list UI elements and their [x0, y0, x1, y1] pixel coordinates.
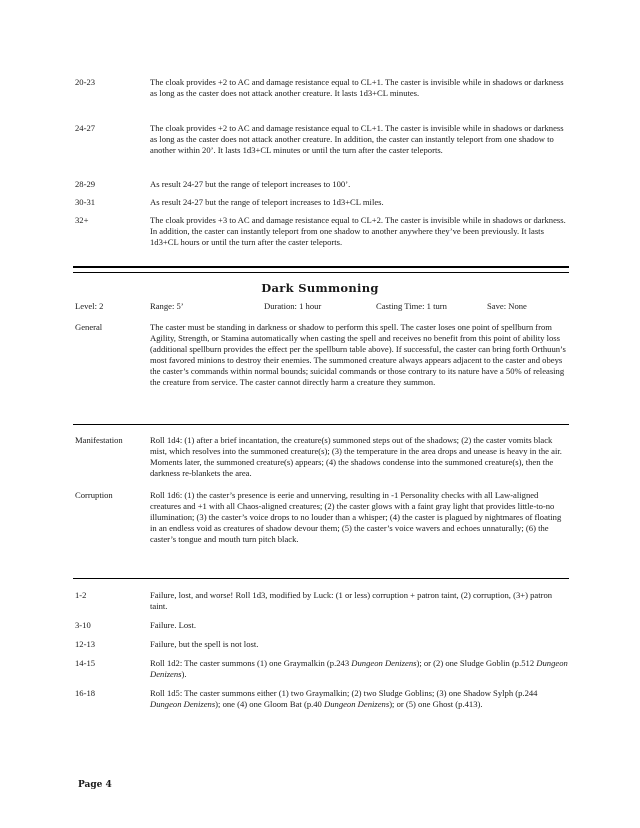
roll-result-text: Failure. Lost.	[150, 620, 197, 630]
spell-title: Dark Summoning	[261, 281, 379, 295]
result-text-part: Roll 1d5: The caster summons either (1) two Graymalkin; (2) two Sludge Goblins; (3) one Shadow Sylph (p.244	[150, 688, 538, 698]
roll-result-text: Failure, but the spell is not lost.	[150, 639, 259, 649]
manifestation-text: Roll 1d4: (1) after a brief incantation, the creature(s) summoned steps out of the shadows; (2) the caster vomits black mist, which resolves into the summoned creature(s); (3) the temperature in the area drops and unease is heavy in the air. Moments later, the summoned creature(s) appears; (4) the shadows condense into the summoned creature(s), then the darkness re-blankets the area.	[150, 435, 562, 478]
roll-range: 3-10	[75, 620, 91, 630]
roll-result-text: Failure, lost, and worse! Roll 1d3, modified by Luck: (1 or less) corruption + patron taint, (2) corruption, (3+) patron taint.	[150, 590, 553, 611]
roll-result-text: The cloak provides +2 to AC and damage resistance equal to CL+1. The caster is invisible while in shadows or darkness as long as the caster does not attack another creature. It lasts 1d3+CL minutes.	[150, 77, 564, 98]
general-label: General	[75, 322, 103, 332]
roll-range: 12-13	[75, 639, 96, 649]
roll-result-text: As result 24-27 but the range of teleport increases to 1d3+CL miles.	[150, 197, 384, 207]
spell-level: Level: 2	[75, 301, 104, 311]
roll-result-text: The cloak provides +2 to AC and damage resistance equal to CL+1. The caster is invisible while in shadows or darkness as long as the caster does not attack another creature. In addition, the caster can instantly teleport from one shadow to another within 20’. It lasts 1d3+CL minutes or until the turn after the caster teleports.	[150, 123, 564, 155]
page-number: 4	[105, 780, 112, 790]
roll-range: 30-31	[75, 197, 96, 207]
roll-result-text	[150, 688, 570, 710]
corruption-text: Roll 1d6: (1) the caster’s presence is eerie and unnerving, resulting in -1 Personality checks with all Law-aligned creatures and +1 with all Chaos-aligned creatures; (2) the caster glows with a faint gray light that provides little-to-no illumination; (3) the caster’s voice drops to no louder than a whisper; (4) the caster is plagued by nightmares of floating in an endless void as creatures of shadow devour them; (5) the caster’s voice wavers and echoes unnaturally; (6) the caster’s tongue and mouth turn pitch black.	[150, 490, 562, 544]
page-footer	[78, 780, 112, 790]
roll-range: 1-2	[75, 590, 87, 600]
roll-result-text	[150, 658, 570, 680]
section-divider	[73, 266, 569, 273]
roll-range: 24-27	[75, 123, 96, 133]
spell-range: Range: 5’	[150, 301, 184, 311]
book-reference: Dungeon Denizens	[150, 699, 216, 709]
result-text-part: ); one (4) one Gloom Bat (p.40	[215, 699, 325, 709]
result-text-part: ); or (2) one Sludge Goblin (p.512	[416, 658, 537, 668]
spell-casting-time: Casting Time: 1 turn	[376, 301, 447, 311]
general-text: The caster must be standing in darkness or shadow to perform this spell. The caster loses one point of spellburn from Agility, Strength, or Stamina automatically when casting the spell and receives no benefit from this point of ability loss (additional spellburn provides the effect per the spellburn table above). If successful, the caster can bring forth Orthuun’s most favored minions to destroy their enemies. The summoned creature always appears adjacent to the caster and obeys the caster’s commands within normal bounds; suicidal commands or those contrary to its nature have a 50% of releasing the creature from service. The caster cannot directly harm a creature they summon.	[150, 322, 566, 387]
roll-range: 28-29	[75, 179, 96, 189]
book-reference: Dungeon Denizens	[324, 699, 390, 709]
page-label: Page	[78, 780, 103, 790]
corruption-label: Corruption	[75, 490, 113, 500]
manifestation-label: Manifestation	[75, 435, 123, 445]
roll-result-text: As result 24-27 but the range of teleport increases to 100’.	[150, 179, 351, 189]
result-text-part: Roll 1d2: The caster summons (1) one Graymalkin (p.243	[150, 658, 352, 668]
roll-result-text: The cloak provides +3 to AC and damage resistance equal to CL+2. The caster is invisible while in shadows or darkness. In addition, the caster can instantly teleport from one shadow to another anywhere they’ve been previously. It lasts 1d3+CL hours or until the turn after the caster teleports.	[150, 215, 566, 247]
section-divider	[73, 578, 569, 579]
section-divider	[73, 424, 569, 425]
spell-save: Save: None	[487, 301, 527, 311]
result-text-part: ); or (5) one Ghost (p.413).	[389, 699, 483, 709]
roll-range: 32+	[75, 215, 89, 225]
result-text-part: ).	[181, 669, 187, 679]
book-reference: Dungeon Denizens	[351, 658, 417, 668]
spell-duration: Duration: 1 hour	[264, 301, 322, 311]
roll-range: 14-15	[75, 658, 96, 668]
roll-range: 20-23	[75, 77, 96, 87]
book-reference: Dungeon Denizens	[150, 658, 568, 679]
roll-range: 16-18	[75, 688, 96, 698]
